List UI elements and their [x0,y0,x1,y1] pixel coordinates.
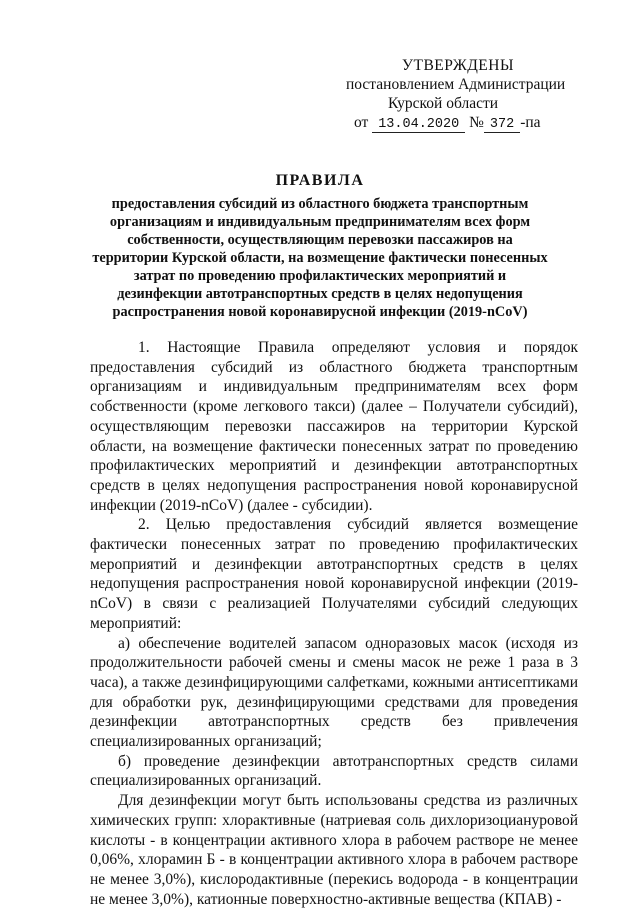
approval-date-line [340,113,570,134]
approval-issuer: постановлением Администрации [346,76,566,93]
paragraph-item-b: б) проведение дезинфекции автотранспортных средств силами специализированных организаций. [90,752,578,790]
approval-title: УТВЕРЖДЕНЫ [402,57,514,74]
number-suffix: -па [520,114,541,131]
approval-block [340,56,570,134]
number-prefix: № [469,114,484,131]
date-prefix: от [354,114,369,131]
approval-region: Курской области [388,95,499,112]
paragraph-item-a: а) обеспечение водителей запасом одноразовых масок (исходя из продолжительности рабочей смены и смены масок не реже 1 раза в 3 часа), а также дезинфицирующими салфетками, кожными антисептиками для обработки рук, дезинфицирующими средствами для проведения дезинфекции автотранспортных средств без привлечения специализированных организаций; [90,634,578,751]
decree-number: 372 [484,117,520,133]
document-heading [90,172,550,321]
paragraph-1: 1. Настоящие Правила определяют условия и порядок предоставления субсидий из областного бюджета транспортным организациям и индивидуальным предпринимателям всех форм собственности (кроме легкового такси) (далее – Получатели субсидий), осуществляющим перевозки пассажиров на территории Курской области, на возмещение фактически понесенных затрат по проведению профилактических мероприятий и дезинфекции автотранспортных средств в целях недопущения распространения новой коронавирусной инфекции (2019-nCoV) (далее - субсидии). [90,339,578,514]
document-title: ПРАВИЛА [275,172,365,189]
paragraph-2: 2. Целью предоставления субсидий является возмещение фактически понесенных затрат по проведению профилактических мероприятий и дезинфекции автотранспортных средств в целях недопущения распространения новой коронавирусной инфекции (2019-nCoV) в связи с реализацией Получателями субсидий следующих мероприятий: [90,516,578,632]
paragraph-disinfection: Для дезинфекции могут быть использованы средства из различных химических групп: хлорактивные (натриевая соль дихлоризоциануровой кислоты - в концентрации активного хлора в рабочем растворе не менее 0,06%, хлорамин Б - в концентрации активного хлора в рабочем растворе не менее 3,0%), кислородактивные (перекись водорода - в концентрации не менее 3,0%), катионные поверхностно-активные вещества (КПАВ) - [90,792,578,908]
document-body [90,338,578,909]
decree-date: 13.04.2020 [372,117,465,133]
document-subtitle: предоставления субсидий из областного бюджета транспортным организациям и индивидуальным предпринимателям всех форм собственности, осуществляющим перевозки пассажиров на территории Курской области, на возмещение фактически понесенных затрат по проведению профилактических мероприятий и дезинфекции автотранспортных средств в целях недопущения распространения новой коронавирусной инфекции (2019-nCoV) [92,196,548,320]
